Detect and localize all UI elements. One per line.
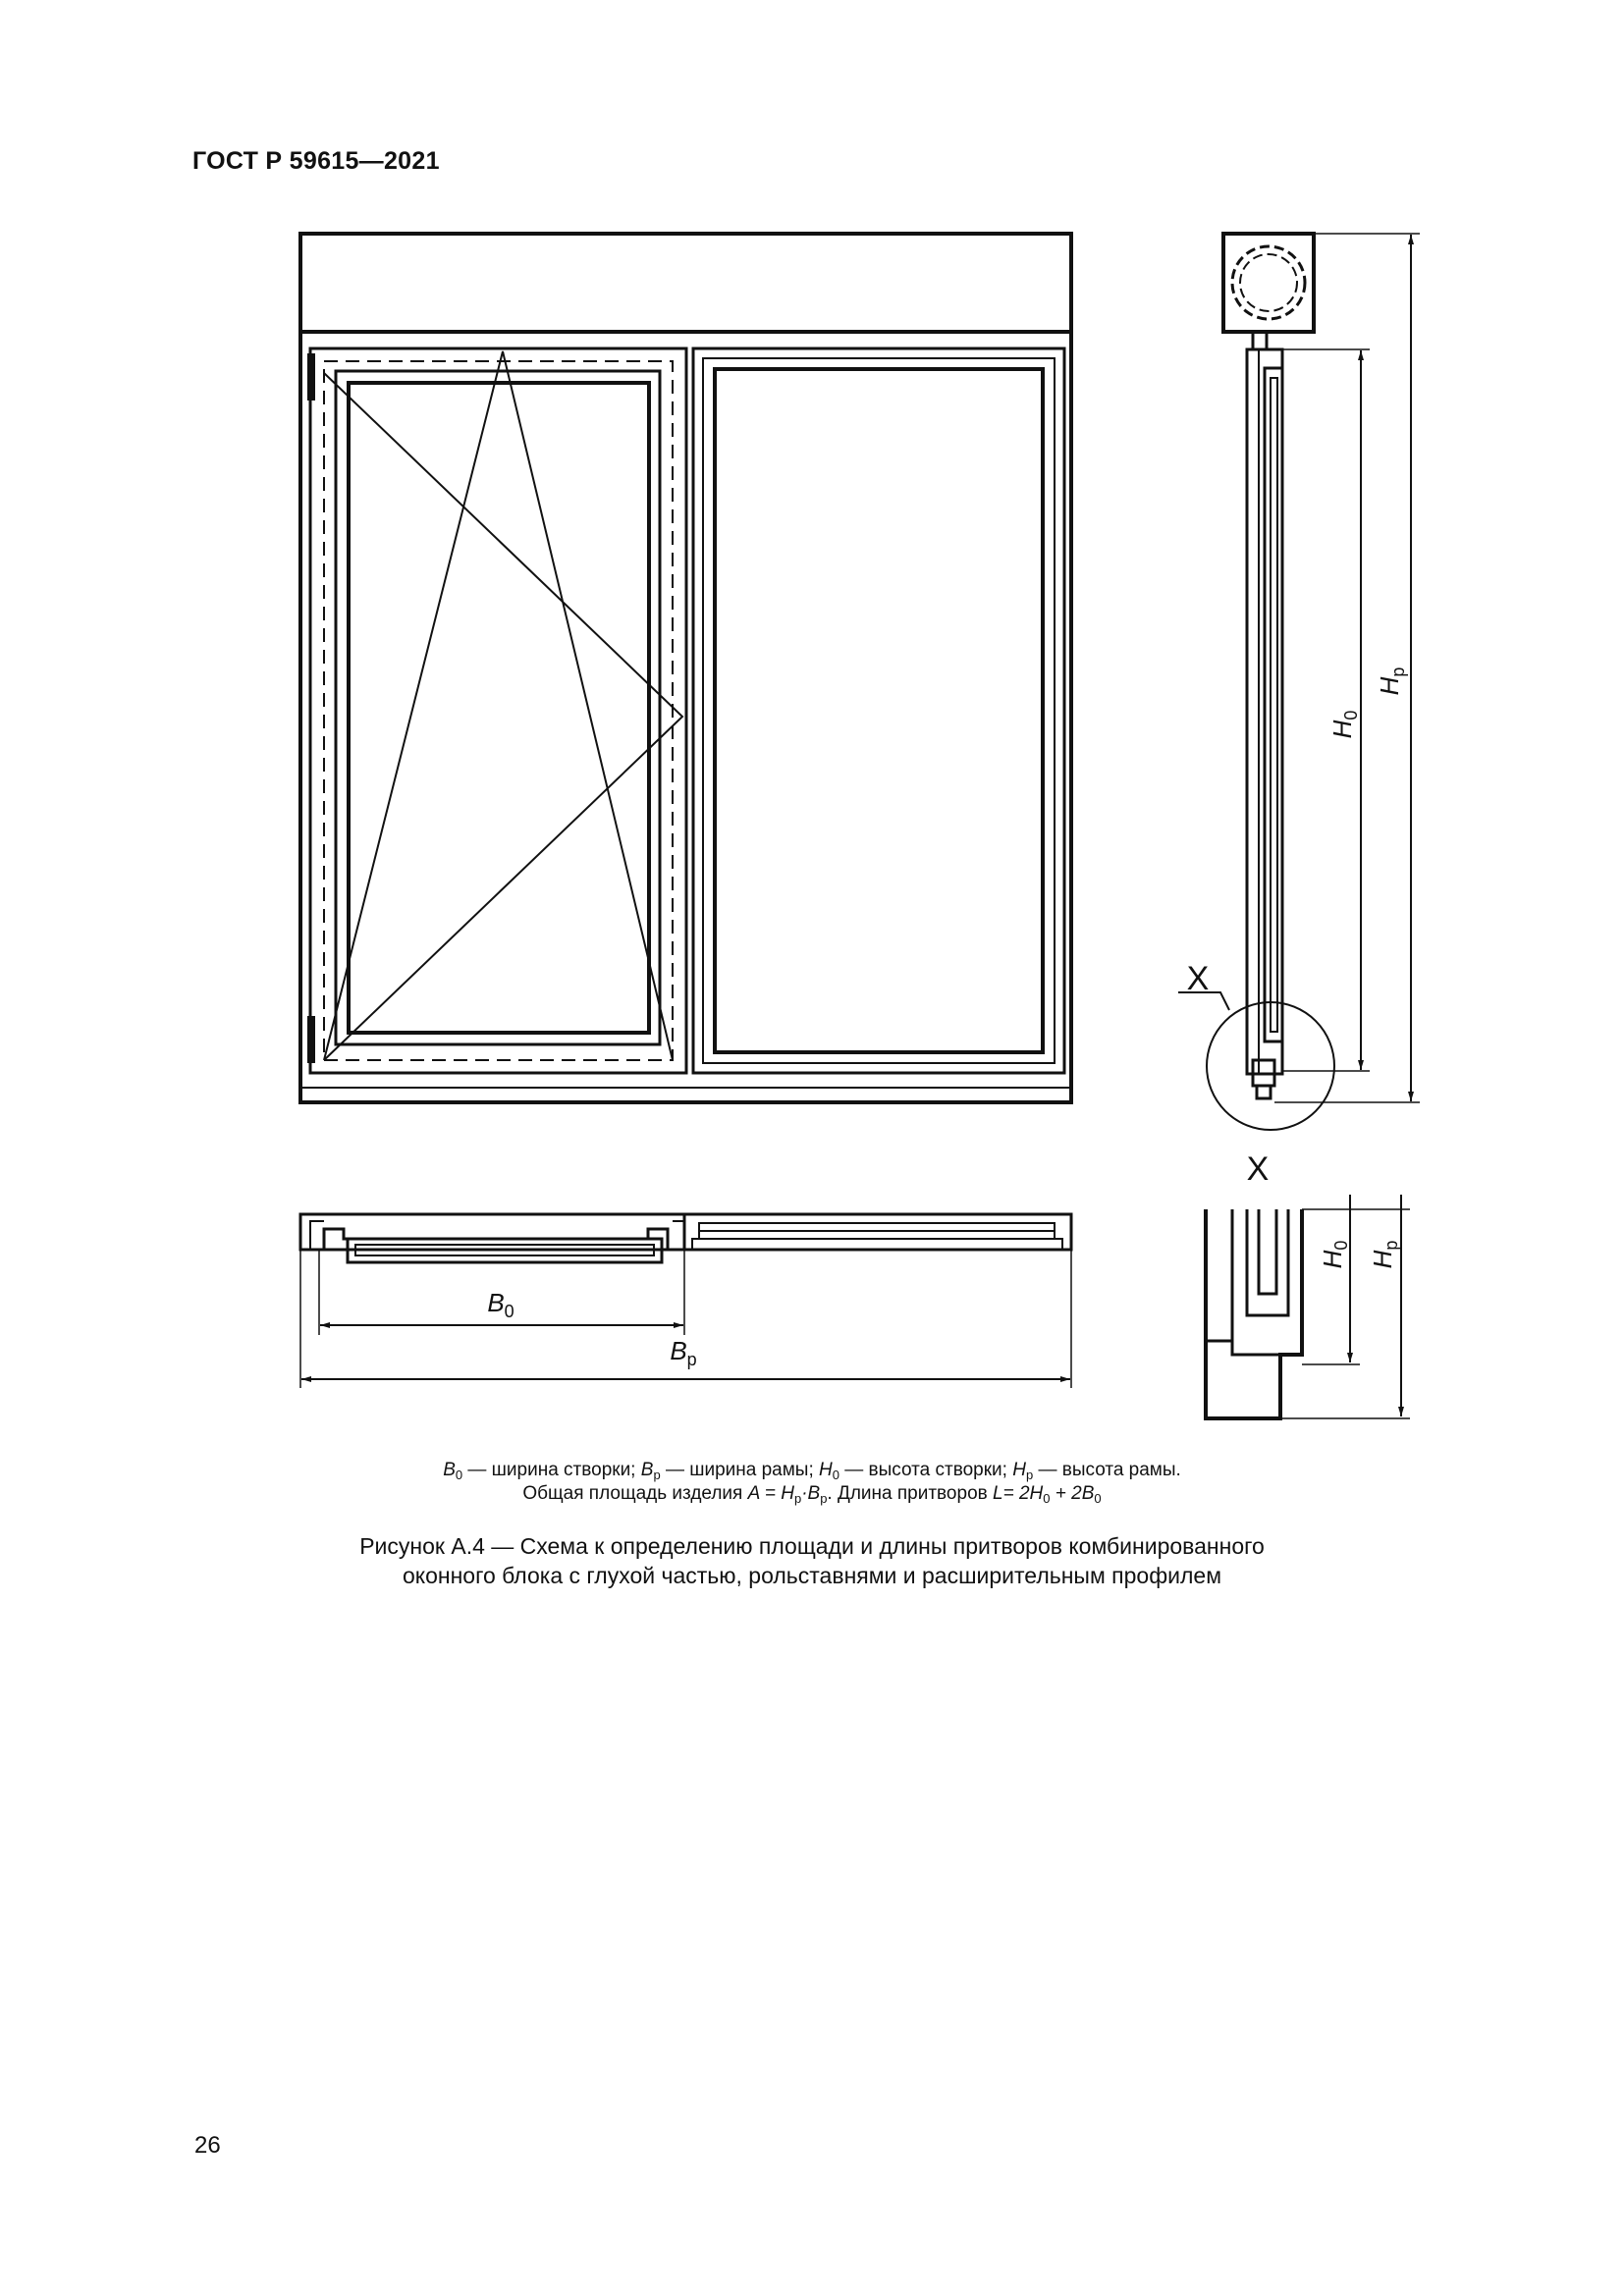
hinge-bottom	[307, 1016, 315, 1063]
sash-left-glass	[349, 383, 649, 1033]
caption-line-2: оконного блока с глухой частью, рольставнями и расширительным профилем	[402, 1563, 1222, 1588]
hinge-top	[307, 353, 315, 400]
caption-line-1: Рисунок А.4 — Схема к определению площади и длины притворов комбинированного	[359, 1533, 1265, 1559]
legend-line-1: $B_0$ — ширина створки; $B_p$ — ширина рамы; $H_0$ — высота створки; $H_p$ — высота рамы.	[443, 1460, 1181, 1482]
page-number: 26	[194, 2132, 221, 2159]
h0-label: $H_0$	[1327, 710, 1361, 739]
guide-rail	[1253, 332, 1267, 349]
turn-opening-symbol	[324, 373, 682, 1060]
detail-x	[1206, 1195, 1410, 1418]
legend-line-2: Общая площадь изделия $A = H_p\cdot B_p$. Длина притворов $L= 2H_0 + 2B_0$	[522, 1483, 1102, 1506]
hp-label: $H_p$	[1375, 667, 1408, 696]
tilt-opening-symbol	[324, 351, 673, 1060]
sash-section	[1265, 368, 1282, 1041]
detail-marker: X	[1186, 960, 1210, 997]
fixed-panel-glass	[715, 369, 1043, 1052]
roller-outer	[1232, 246, 1305, 319]
b0-label: $B_0$	[487, 1288, 514, 1321]
detail-hp-label: $H_p$	[1368, 1240, 1401, 1269]
shutter-box-section	[1223, 234, 1314, 332]
glass-section	[1271, 378, 1277, 1032]
front-elevation	[300, 234, 1071, 1102]
roller-inner	[1240, 254, 1297, 311]
figure-legend	[0, 1459, 1624, 1506]
detail-h0-label: $H_0$	[1318, 1240, 1351, 1269]
detail-title: X	[1246, 1150, 1270, 1188]
detail-sash	[1247, 1209, 1288, 1315]
sash-left-frame	[310, 348, 686, 1073]
expansion-profile-section	[1257, 1086, 1271, 1098]
document-header: ГОСТ Р 59615—2021	[192, 147, 440, 175]
fixed-panel-inner	[703, 358, 1055, 1063]
figure-caption	[0, 1531, 1624, 1590]
sash-left-dashed	[324, 361, 673, 1060]
fixed-panel-frame	[693, 348, 1064, 1073]
bp-label: $B_p$	[670, 1336, 697, 1369]
sash-left-inner	[336, 371, 660, 1044]
